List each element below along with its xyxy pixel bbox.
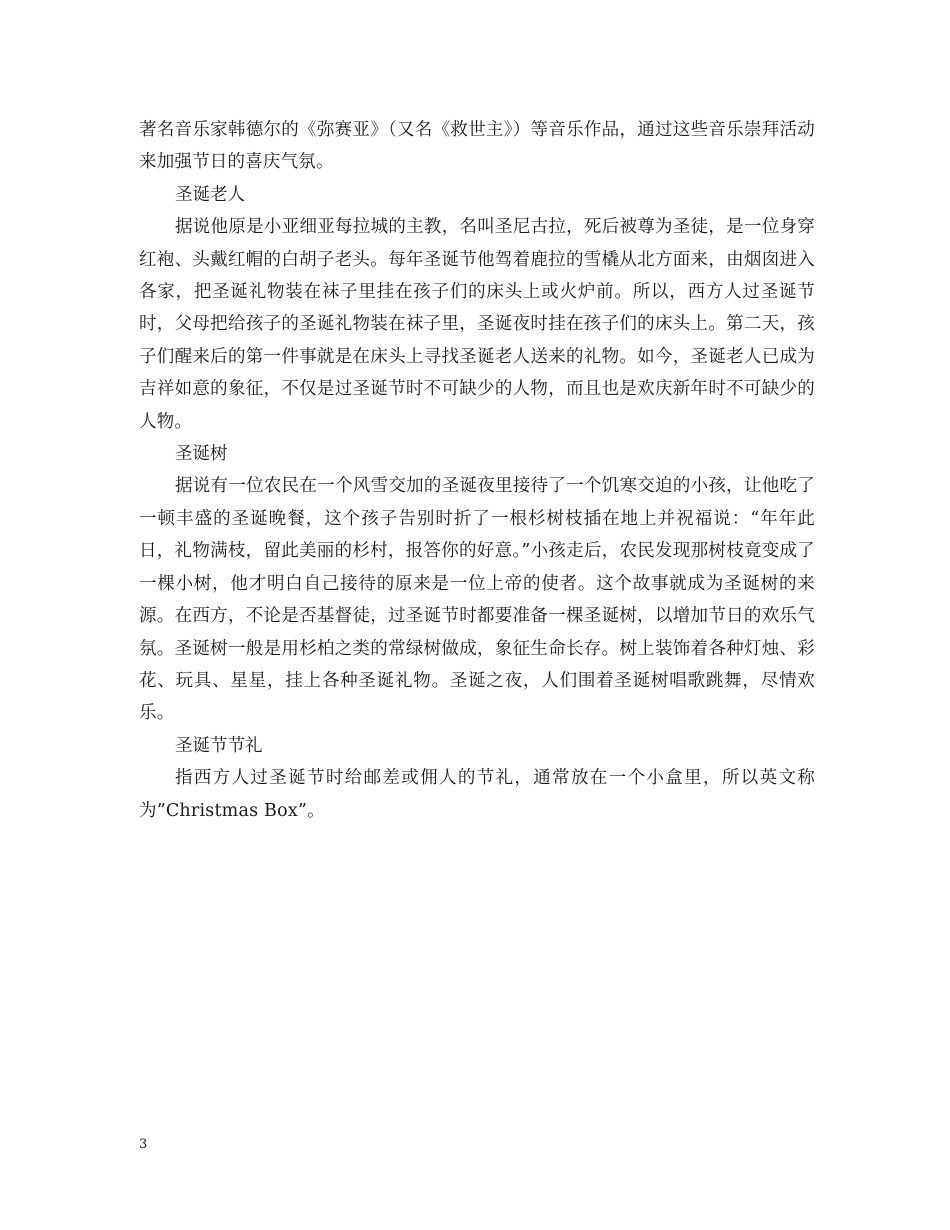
heading-christmas-box: 圣诞节节礼	[175, 735, 263, 756]
paragraph-christmas-box: 指西方人过圣诞节时给邮差或佣人的节礼，通常放在一个小盒里，所以英文称为”Christmas Box”。	[139, 768, 815, 821]
paragraph-santa-claus: 据说他原是小亚细亚每拉城的主教，名叫圣尼古拉，死后被尊为圣徒，是一位身穿红袍、头戴红帽的白胡子老头。每年圣诞节他驾着鹿拉的雪橇从北方面来，由烟囱进入各家，把圣诞礼物装在袜子里挂在孩子们的床头上或火炉前。所以，西方人过圣诞节时，父母把给孩子的圣诞礼物装在袜子里，圣诞夜时挂在孩子们的床头上。第二天，孩子们醒来后的第一件事就是在床头上寻找圣诞老人送来的礼物。如今，圣诞老人已成为吉祥如意的象征，不仅是过圣诞节时不可缺少的人物，而且也是欢庆新年时不可缺少的人物。	[139, 217, 815, 432]
heading-santa-claus: 圣诞老人	[175, 184, 245, 205]
heading-christmas-tree: 圣诞树	[175, 444, 228, 465]
page-number: 3	[139, 1137, 148, 1152]
paragraph-christmas-tree: 据说有一位农民在一个风雪交加的圣诞夜里接待了一个饥寒交迫的小孩，让他吃了一顿丰盛的圣诞晚餐，这个孩子告别时折了一根杉树枝插在地上并祝福说：“年年此日，礼物满枝，留此美丽的杉村，报答你的好意。”小孩走后，农民发现那树枝竟变成了一棵小树，他才明白自己接待的原来是一位上帝的使者。这个故事就成为圣诞树的来源。在西方，不论是否基督徒，过圣诞节时都要准备一棵圣诞树，以增加节日的欢乐气氛。圣诞树一般是用杉柏之类的常绿树做成，象征生命长存。树上装饰着各种灯烛、彩花、玩具、星星，挂上各种圣诞礼物。圣诞之夜，人们围着圣诞树唱歌跳舞，尽情欢乐。	[139, 476, 815, 724]
document-body	[139, 114, 815, 827]
paragraph-handel-messiah: 著名音乐家韩德尔的《弥赛亚》（又名《救世主》）等音乐作品，通过这些音乐崇拜活动来加强节日的喜庆气氛。	[139, 120, 815, 173]
